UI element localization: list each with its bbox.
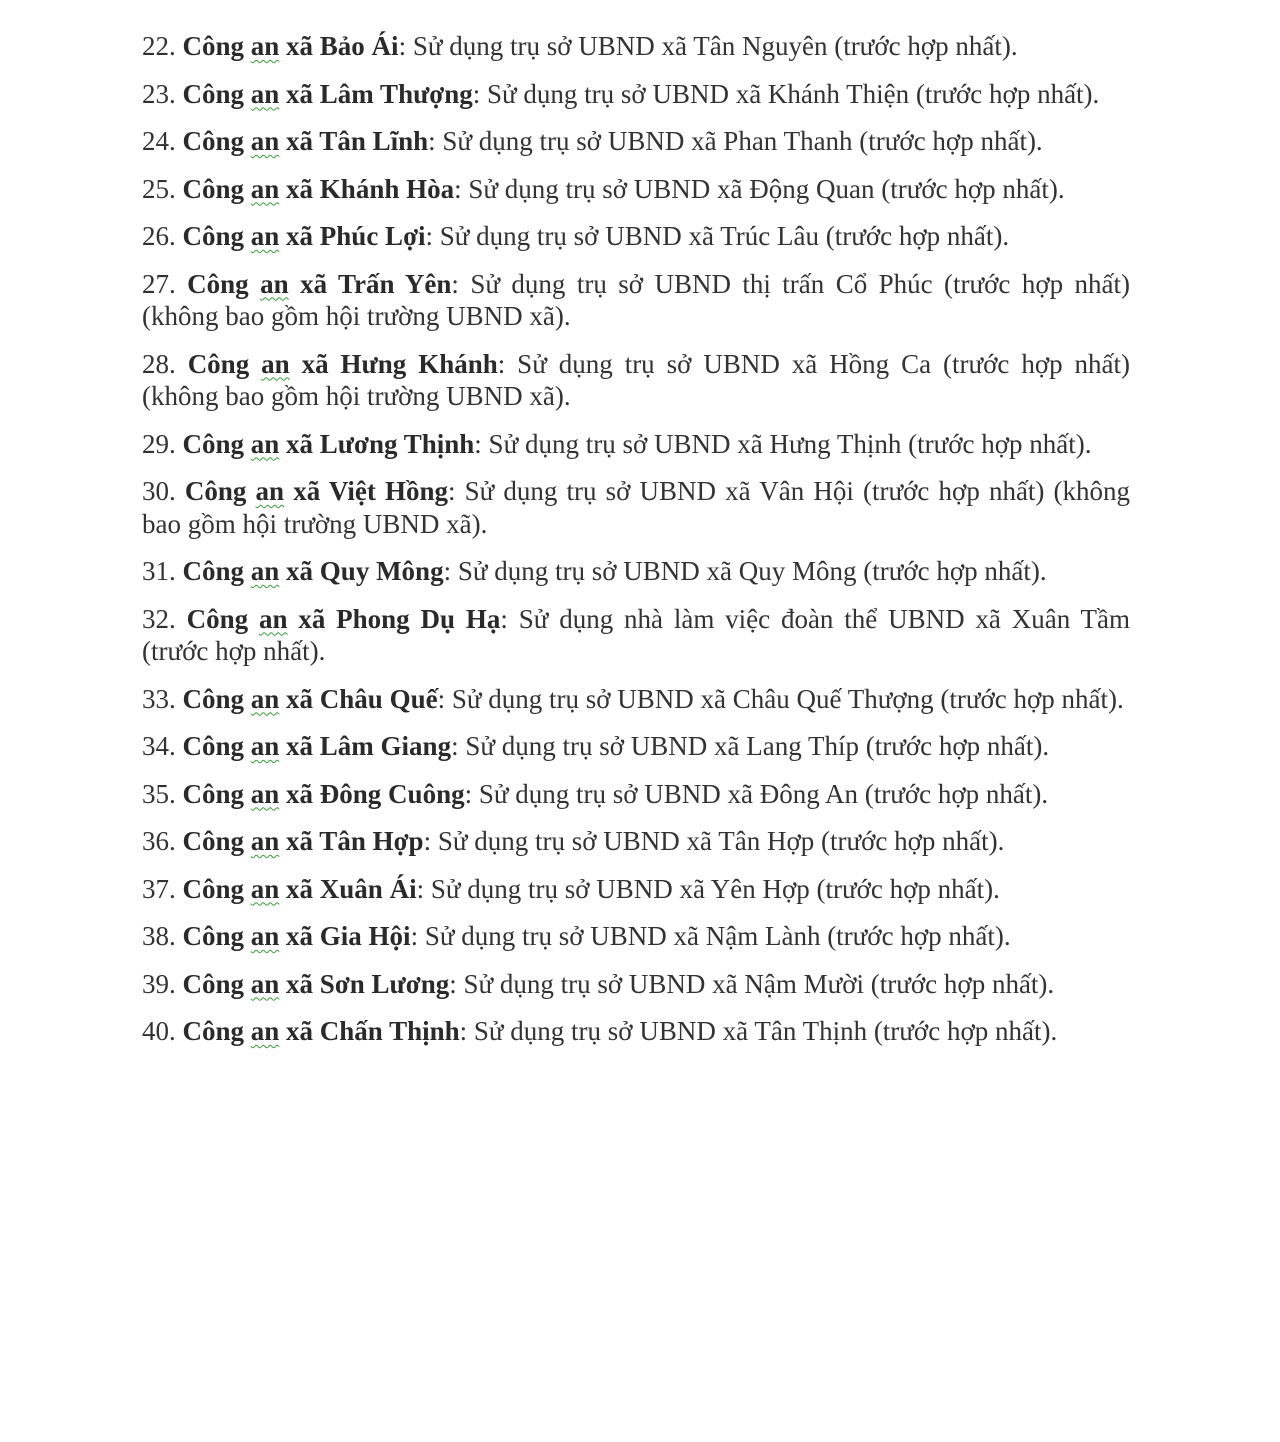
- item-prefix: Công: [182, 921, 245, 951]
- item-an: an: [250, 683, 280, 714]
- item-unit-name: xã Phúc Lợi: [286, 221, 426, 251]
- item-unit-name: xã Bảo Ái: [286, 31, 399, 61]
- item-prefix: Công: [182, 173, 245, 204]
- item-prefix: Công: [182, 428, 245, 459]
- item-unit-name: xã Xuân Ái: [286, 873, 417, 904]
- document-body: [142, 30, 1130, 1063]
- item-number: 22.: [142, 31, 176, 61]
- item-number: 37.: [142, 873, 176, 904]
- item-description: : Sử dụng trụ sở UBND xã Yên Hợp (trước hợp nhất).: [416, 873, 1000, 904]
- list-item: [142, 920, 1130, 953]
- item-number: 25.: [142, 173, 176, 204]
- item-number: 32.: [142, 603, 176, 634]
- item-description: : Sử dụng trụ sở UBND xã Trúc Lâu (trước hợp nhất).: [425, 221, 1010, 251]
- list-item: [142, 220, 1130, 253]
- list-item: [142, 683, 1130, 716]
- item-description: : Sử dụng trụ sở UBND xã Lang Thíp (trước hợp nhất).: [451, 731, 1050, 761]
- list-item: [142, 555, 1130, 588]
- item-number: 36.: [142, 826, 176, 856]
- item-an: an: [250, 826, 280, 856]
- item-an: an: [260, 268, 289, 299]
- item-description: : Sử dụng trụ sở UBND xã Tân Thịnh (trước hợp nhất).: [459, 1016, 1058, 1046]
- list-item: [142, 873, 1130, 906]
- list-item: [142, 825, 1130, 858]
- item-unit-name: xã Khánh Hòa: [286, 173, 455, 204]
- item-an: an: [258, 603, 288, 634]
- item-description: : Sử dụng trụ sở UBND xã Tân Hợp (trước hợp nhất).: [423, 826, 1005, 856]
- item-prefix: Công: [182, 826, 245, 856]
- list-item: [142, 173, 1130, 206]
- list-item: [142, 268, 1130, 333]
- list-item: [142, 30, 1130, 63]
- item-an: an: [250, 126, 280, 156]
- item-number: 38.: [142, 921, 176, 951]
- item-unit-name: xã Tân Hợp: [286, 826, 424, 856]
- item-number: 34.: [142, 731, 176, 761]
- item-prefix: Công: [182, 968, 245, 999]
- item-number: 23.: [142, 78, 176, 109]
- item-number: 40.: [142, 1016, 176, 1046]
- item-unit-name: xã Lâm Thượng: [286, 78, 473, 109]
- item-unit-name: xã Gia Hội: [286, 921, 411, 951]
- item-description: : Sử dụng trụ sở UBND xã Đông An (trước hợp nhất).: [464, 778, 1049, 809]
- item-number: 30.: [142, 476, 176, 506]
- item-an: an: [255, 476, 285, 506]
- list-item: [142, 125, 1130, 158]
- item-prefix: Công: [182, 778, 245, 809]
- list-item: [142, 428, 1130, 461]
- item-unit-name: xã Lương Thịnh: [286, 428, 475, 459]
- list-item: [142, 603, 1130, 668]
- item-unit-name: xã Hưng Khánh: [301, 348, 498, 379]
- item-prefix: Công: [182, 78, 245, 109]
- item-prefix: Công: [186, 603, 249, 634]
- item-unit-name: xã Chấn Thịnh: [286, 1016, 460, 1046]
- item-number: 27.: [142, 268, 176, 299]
- list-item: [142, 1015, 1130, 1048]
- item-prefix: Công: [182, 556, 245, 586]
- item-unit-name: xã Sơn Lương: [286, 968, 450, 999]
- item-unit-name: xã Quy Mông: [286, 556, 444, 586]
- item-unit-name: xã Châu Quế: [286, 683, 438, 714]
- item-number: 35.: [142, 778, 176, 809]
- item-an: an: [250, 556, 280, 586]
- item-prefix: Công: [182, 683, 245, 714]
- item-description: : Sử dụng nhà làm việc đoàn thể UBND xã Xuân Tầm (trước hợp nhất).: [142, 603, 1131, 666]
- item-unit-name: xã Việt Hồng: [293, 476, 448, 506]
- item-an: an: [250, 731, 280, 761]
- item-number: 31.: [142, 556, 176, 586]
- item-an: an: [250, 173, 280, 204]
- item-unit-name: xã Tân Lĩnh: [286, 126, 429, 156]
- list-item: [142, 78, 1130, 111]
- item-description: : Sử dụng trụ sở UBND xã Châu Quế Thượng (trước hợp nhất).: [437, 683, 1124, 714]
- item-prefix: Công: [182, 731, 245, 761]
- item-an: an: [250, 31, 280, 61]
- item-prefix: Công: [184, 476, 247, 506]
- item-description: : Sử dụng trụ sở UBND xã Tân Nguyên (trước hợp nhất).: [398, 31, 1018, 61]
- item-description: : Sử dụng trụ sở UBND xã Nậm Mười (trước hợp nhất).: [449, 968, 1055, 999]
- item-prefix: Công: [182, 31, 245, 61]
- item-prefix: Công: [182, 1016, 245, 1046]
- item-description: : Sử dụng trụ sở UBND xã Hồng Ca (trước hợp nhất) (không bao gồm hội trường UBND xã).: [142, 348, 1131, 411]
- item-unit-name: xã Đông Cuông: [286, 778, 465, 809]
- item-an: an: [250, 221, 280, 251]
- item-prefix: Công: [187, 268, 249, 299]
- list-item: [142, 778, 1130, 811]
- item-unit-name: xã Trấn Yên: [300, 268, 452, 299]
- item-an: an: [250, 921, 280, 951]
- item-description: : Sử dụng trụ sở UBND xã Nậm Lành (trước hợp nhất).: [410, 921, 1011, 951]
- item-number: 33.: [142, 683, 176, 714]
- item-prefix: Công: [187, 348, 250, 379]
- item-description: : Sử dụng trụ sở UBND xã Vân Hội (trước hợp nhất) (không bao gồm hội trường UBND xã).: [142, 476, 1131, 539]
- item-description: : Sử dụng trụ sở UBND thị trấn Cổ Phúc (trước hợp nhất) (không bao gồm hội trường UBND xã).: [142, 268, 1131, 331]
- item-unit-name: xã Lâm Giang: [286, 731, 452, 761]
- item-description: : Sử dụng trụ sở UBND xã Khánh Thiện (trước hợp nhất).: [472, 78, 1100, 109]
- item-an: an: [250, 1016, 280, 1046]
- item-description: : Sử dụng trụ sở UBND xã Quy Mông (trước hợp nhất).: [443, 556, 1047, 586]
- item-an: an: [250, 778, 280, 809]
- item-prefix: Công: [182, 221, 245, 251]
- list-item: [142, 475, 1130, 540]
- item-an: an: [250, 873, 280, 904]
- item-number: 26.: [142, 221, 176, 251]
- item-prefix: Công: [182, 873, 245, 904]
- item-an: an: [250, 428, 280, 459]
- item-an: an: [250, 968, 280, 999]
- item-an: an: [250, 78, 280, 109]
- item-an: an: [261, 348, 290, 379]
- item-prefix: Công: [182, 126, 245, 156]
- list-item: [142, 968, 1130, 1001]
- item-number: 28.: [142, 348, 176, 379]
- item-number: 24.: [142, 126, 176, 156]
- item-number: 39.: [142, 968, 176, 999]
- list-item: [142, 348, 1130, 413]
- item-unit-name: xã Phong Dụ Hạ: [298, 603, 501, 634]
- item-description: : Sử dụng trụ sở UBND xã Phan Thanh (trước hợp nhất).: [428, 126, 1043, 156]
- item-description: : Sử dụng trụ sở UBND xã Động Quan (trước hợp nhất).: [454, 173, 1065, 204]
- item-description: : Sử dụng trụ sở UBND xã Hưng Thịnh (trước hợp nhất).: [474, 428, 1092, 459]
- list-item: [142, 730, 1130, 763]
- item-number: 29.: [142, 428, 176, 459]
